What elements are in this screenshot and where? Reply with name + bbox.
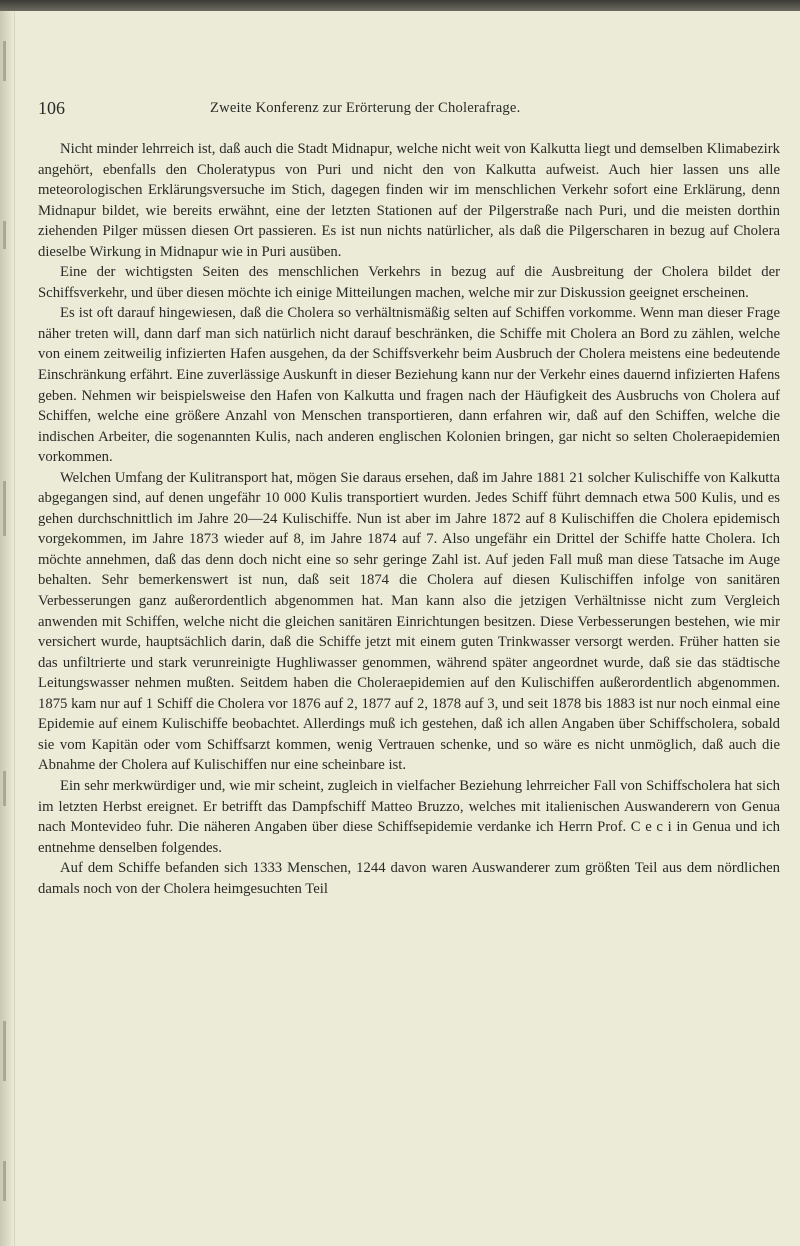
paragraph: Es ist oft darauf hingewiesen, daß die Cholera so verhältnismäßig selten auf Schiffen vorkomme. Wenn man dieser Frage näher treten will, dann darf man sich natürlich nicht darauf beschränken, die Schiffe mit Cholera an Bord zu zählen, welche von einem zeitweilig infizierten Hafen ausgehen, da der Schiffsverkehr beim Ausbruch der Cholera meistens eine bedeutende Einschränkung erfährt. Eine zuverlässige Auskunft in dieser Beziehung kann nur der Verkehr eines dauernd infizierten Hafens geben. Nehmen wir beispielsweise den Hafen von Kalkutta und fragen nach der Häufigkeit des Ausbruchs von Cholera auf Schiffen, welche eine größere Anzahl von Menschen transportieren, dann erfahren wir, daß auf den Schiffen, welche die indischen Arbeiter, die sogenannten Kulis, nach anderen englischen Kolonien bringen, gar nicht so selten Choleraepidemien vorkommen.	[38, 305, 780, 466]
body-text	[38, 139, 780, 899]
gutter-mark	[3, 1021, 6, 1081]
paragraph: Nicht minder lehrreich ist, daß auch die Stadt Midnapur, welche nicht weit von Kalkutta liegt und demselben Klimabezirk angehört, ebenfalls den Choleratypus von Puri und nicht den von Kalkutta aufweist. Auch hier lassen uns alle meteorologischen Erklärungsversuche im Stich, dagegen finden wir im menschlichen Verkehr sofort eine Erklärung, denn Midnapur bildet, wie bereits erwähnt, eine der letzten Stationen auf der Pilgerstraße nach Puri, und die meisten dorthin ziehenden Pilger müssen diesen Ort passieren. Es ist nun nichts natürlicher, als daß die Pilgerscharen in bezug auf Cholera dieselbe Wirkung in Midnapur wie in Puri ausüben.	[38, 141, 780, 260]
page-number: 106	[38, 98, 65, 118]
running-head: Zweite Konferenz zur Erörterung der Cholerafrage.	[210, 100, 521, 116]
gutter-mark	[3, 221, 6, 249]
scan-top-edge	[0, 0, 800, 11]
paragraph: Ein sehr merkwürdiger und, wie mir scheint, zugleich in vielfacher Beziehung lehrreicher Fall von Schiffscholera hat sich im letzten Herbst ereignet. Er betrifft das Dampfschiff Matteo Bruzzo, welches mit italienischen Auswanderern von Genua nach Montevideo fuhr. Die näheren Angaben über diese Schiffsepidemie verdanke ich Herrn Prof. C e c i in Genua und ich entnehme denselben folgendes.	[38, 777, 780, 856]
gutter-mark	[3, 481, 6, 536]
scan-binding-gutter	[0, 11, 15, 1246]
paragraph: Eine der wichtigsten Seiten des menschlichen Verkehrs in bezug auf die Ausbreitung der Cholera bildet der Schiffsverkehr, und über diesen möchte ich einige Mitteilungen machen, welche mir zur Diskussion geeignet erscheinen.	[38, 264, 780, 301]
gutter-mark	[3, 1161, 6, 1201]
paragraph: Auf dem Schiffe befanden sich 1333 Menschen, 1244 davon waren Auswanderer zum größten Teil aus dem nördlichen damals noch von der Cholera heimgesuchten Teil	[38, 860, 780, 897]
gutter-mark	[3, 771, 6, 806]
gutter-mark	[3, 41, 6, 81]
page-header	[38, 98, 778, 124]
paragraph: Welchen Umfang der Kulitransport hat, mögen Sie daraus ersehen, daß im Jahre 1881 21 solcher Kulischiffe von Kalkutta abgegangen sind, auf denen ungefähr 10 000 Kulis transportiert wurden. Jedes Schiff führt demnach etwa 500 Kulis, und es gehen durchschnittlich im Jahre 20—24 Kulischiffe. Nun ist aber im Jahre 1872 auf 8 Kulischiffen die Cholera epidemisch vorgekommen, im Jahre 1873 wieder auf 8, im Jahre 1874 auf 7. Also ungefähr ein Drittel der Schiffe hatte Cholera. Ich möchte annehmen, daß das denn doch nicht eine so sehr geringe Zahl ist. Auf jeden Fall muß man diese Tatsache im Auge behalten. Sehr bemerkenswert ist nun, daß seit 1874 die Cholera auf diesen Kulischiffen infolge von sanitären Verbesserungen ganz außerordentlich abgenommen hat. Man kann also die jetzigen Verhältnisse nicht zum Vergleich anwenden mit Schiffen, welche nicht die gleichen sanitären Einrichtungen besitzen. Diese Verbesserungen bestehen, wie mir versichert wurde, hauptsächlich darin, daß die Schiffe jetzt mit einem guten Trinkwasser versorgt werden. Früher hatten sie das unfiltrierte und stark verunreinigte Hughliwasser genommen, während später angeordnet wurde, daß sie das städtische Leitungswasser nehmen mußten. Seitdem haben die Choleraepidemien auf den Kulischiffen außerordentlich abgenommen. 1875 kam nur auf 1 Schiff die Cholera vor 1876 auf 2, 1877 auf 2, 1878 auf 3, und seit 1878 bis 1883 ist nur noch einmal eine Epidemie auf einem Kulischiffe beobachtet. Allerdings muß ich gestehen, daß ich allen Angaben über Schiffscholera, sobald sie vom Kapitän oder vom Schiffsarzt kommen, wenig Vertrauen schenke, und so wäre es nicht unmöglich, daß auch die Abnahme der Cholera auf Kulischiffen nur eine scheinbare ist.	[38, 469, 780, 774]
